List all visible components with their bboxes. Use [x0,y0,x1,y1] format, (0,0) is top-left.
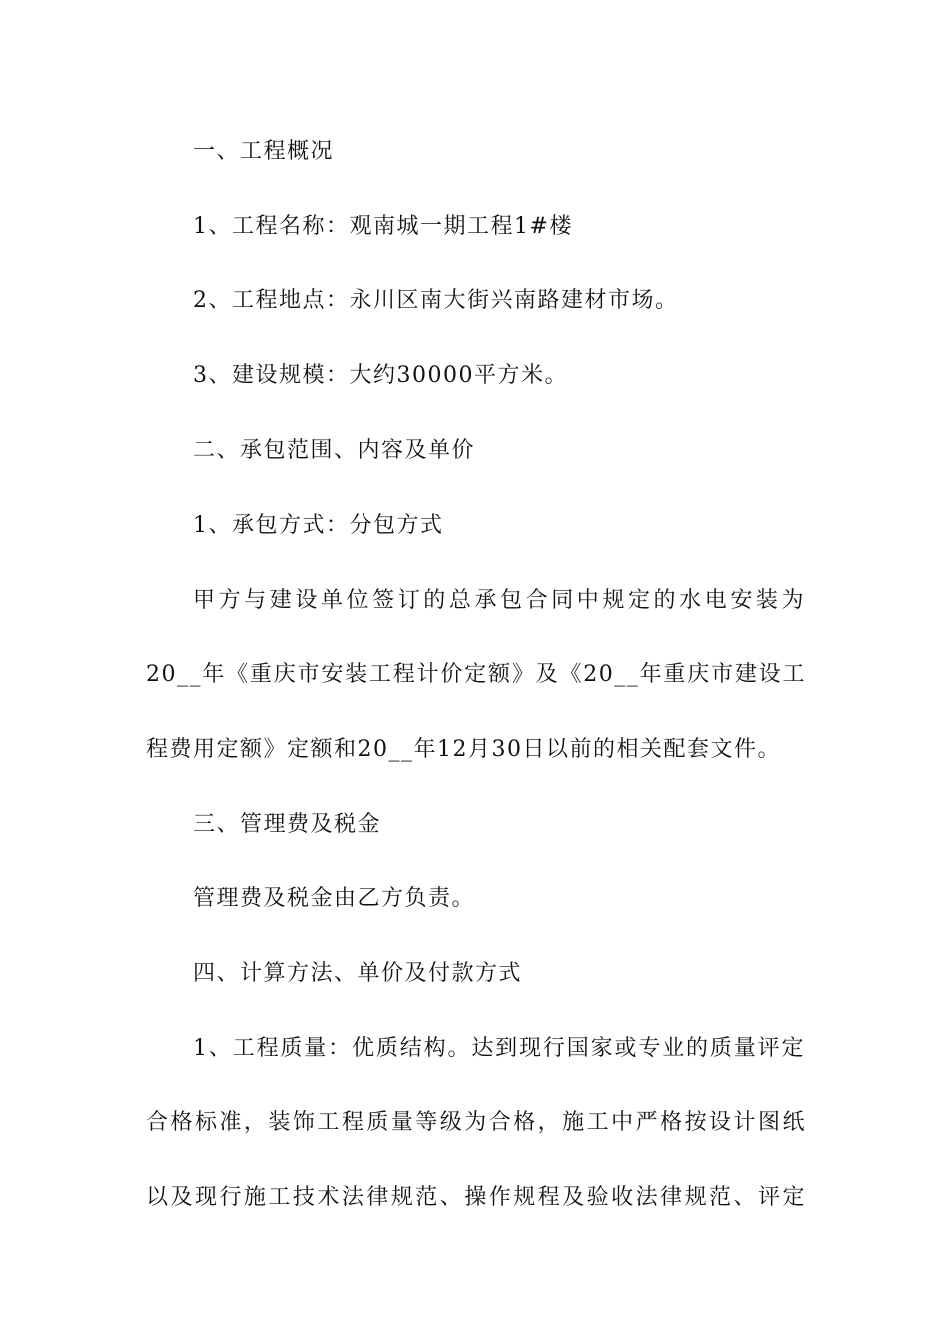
project-location-line: 2、工程地点：永川区南大街兴南路建材市场。 [193,288,679,313]
contract-method-line: 1、承包方式：分包方式 [193,513,444,538]
heading-calculation-method: 四、计算方法、单价及付款方式 [193,961,523,986]
paragraph-line: 程费用定额》定额和20__年12月30日以前的相关配套文件。 [146,737,781,762]
paragraph-line: 以及现行施工技术法律规范、操作规程及验收法律规范、评定 [146,1185,806,1210]
management-fee-line: 管理费及税金由乙方负责。 [193,886,476,911]
heading-management-fee: 三、管理费及税金 [193,812,382,837]
paragraph-line: 1、工程质量：优质结构。达到现行国家或专业的质量评定 [193,1036,805,1061]
heading-project-overview: 一、工程概况 [193,139,335,164]
heading-contract-scope: 二、承包范围、内容及单价 [193,438,476,463]
paragraph-line: 甲方与建设单位签订的总承包合同中规定的水电安装为 [193,588,805,613]
paragraph-line: 20__年《重庆市安装工程计价定额》及《20__年重庆市建设工 [146,662,806,687]
paragraph-line: 合格标准，装饰工程质量等级为合格，施工中严格按设计图纸 [146,1110,806,1135]
project-scale-line: 3、建设规模：大约30000平方米。 [193,363,568,388]
project-name-line: 1、工程名称：观南城一期工程1#楼 [193,214,573,239]
